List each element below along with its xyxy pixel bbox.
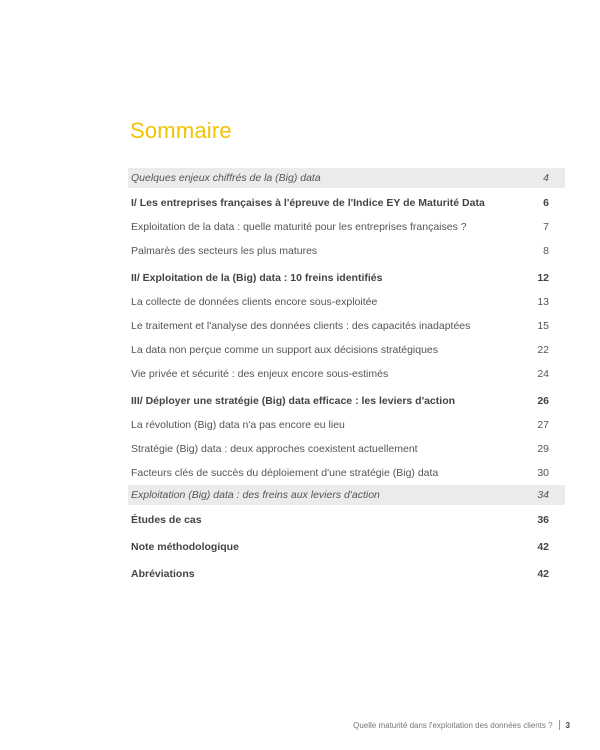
toc-section-methodology[interactable]: [128, 535, 565, 559]
toc-entry-page: 8: [543, 245, 549, 257]
toc-entry[interactable]: [128, 437, 565, 461]
toc-entry-page: 24: [537, 368, 549, 380]
toc-section-label: III/ Déployer une stratégie (Big) data efficace : les leviers d'action: [131, 395, 456, 407]
toc-entry[interactable]: [128, 239, 565, 263]
toc-entry-label: La collecte de données clients encore sous-exploitée: [131, 296, 378, 308]
page-title: Sommaire: [130, 118, 232, 143]
toc-entry-label: Quelques enjeux chiffrés de la (Big) data: [131, 172, 321, 184]
toc-section-label: Note méthodologique: [131, 541, 239, 553]
toc-section-2[interactable]: [128, 266, 565, 290]
toc-entry-label: Exploitation (Big) data : des freins aux leviers d'action: [131, 489, 380, 501]
toc-section-page: 36: [537, 514, 549, 526]
toc-entry-page: 34: [537, 489, 549, 501]
toc-entry-label: La révolution (Big) data n'a pas encore eu lieu: [131, 419, 345, 431]
toc-entry-label: Le traitement et l'analyse des données clients : des capacités inadaptées: [131, 320, 471, 332]
toc-entry-label: Vie privée et sécurité : des enjeux encore sous-estimés: [131, 368, 389, 380]
toc-section-abbreviations[interactable]: [128, 562, 565, 586]
toc-section-page: 26: [537, 395, 549, 407]
toc-entry-summary[interactable]: [128, 485, 565, 505]
toc-entry-label: Stratégie (Big) data : deux approches coexistent actuellement: [131, 443, 418, 455]
toc-entry[interactable]: [128, 290, 565, 314]
table-of-contents: [128, 168, 565, 586]
toc-entry-key-figures[interactable]: [128, 168, 565, 188]
toc-entry[interactable]: [128, 314, 565, 338]
toc-entry-label: La data non perçue comme un support aux décisions stratégiques: [131, 344, 439, 356]
footer-text: Quelle maturité dans l'exploitation des données clients ?: [353, 720, 553, 730]
toc-entry-page: 27: [537, 419, 549, 431]
toc-entry[interactable]: [128, 338, 565, 362]
page-number: 3: [565, 720, 570, 730]
toc-section-label: Études de cas: [131, 514, 202, 526]
toc-section-case-studies[interactable]: [128, 508, 565, 532]
toc-entry-page: 15: [537, 320, 549, 332]
toc-section-3[interactable]: [128, 389, 565, 413]
toc-section-1[interactable]: [128, 191, 565, 215]
toc-section-label: II/ Exploitation de la (Big) data : 10 freins identifiés: [131, 272, 383, 284]
toc-entry-page: 29: [537, 443, 549, 455]
footer-divider: [559, 720, 560, 730]
toc-section-page: 6: [543, 197, 549, 209]
toc-entry-page: 7: [543, 221, 549, 233]
toc-section-page: 42: [537, 541, 549, 553]
page-footer: [353, 720, 570, 730]
toc-section-label: Abréviations: [131, 568, 195, 580]
toc-entry-page: 30: [537, 467, 549, 479]
toc-entry-label: Exploitation de la data : quelle maturité pour les entreprises françaises ?: [131, 221, 467, 233]
toc-entry-label: Palmarès des secteurs les plus matures: [131, 245, 318, 257]
toc-entry[interactable]: [128, 413, 565, 437]
toc-section-page: 42: [537, 568, 549, 580]
toc-entry[interactable]: [128, 215, 565, 239]
toc-section-label: I/ Les entreprises françaises à l'épreuve de l'Indice EY de Maturité Data: [131, 197, 485, 209]
toc-entry-label: Facteurs clés de succès du déploiement d'une stratégie (Big) data: [131, 467, 439, 479]
toc-entry-page: 22: [537, 344, 549, 356]
toc-entry[interactable]: [128, 461, 565, 485]
toc-section-page: 12: [537, 272, 549, 284]
toc-entry-page: 4: [543, 172, 549, 184]
toc-entry-page: 13: [537, 296, 549, 308]
toc-entry[interactable]: [128, 362, 565, 386]
